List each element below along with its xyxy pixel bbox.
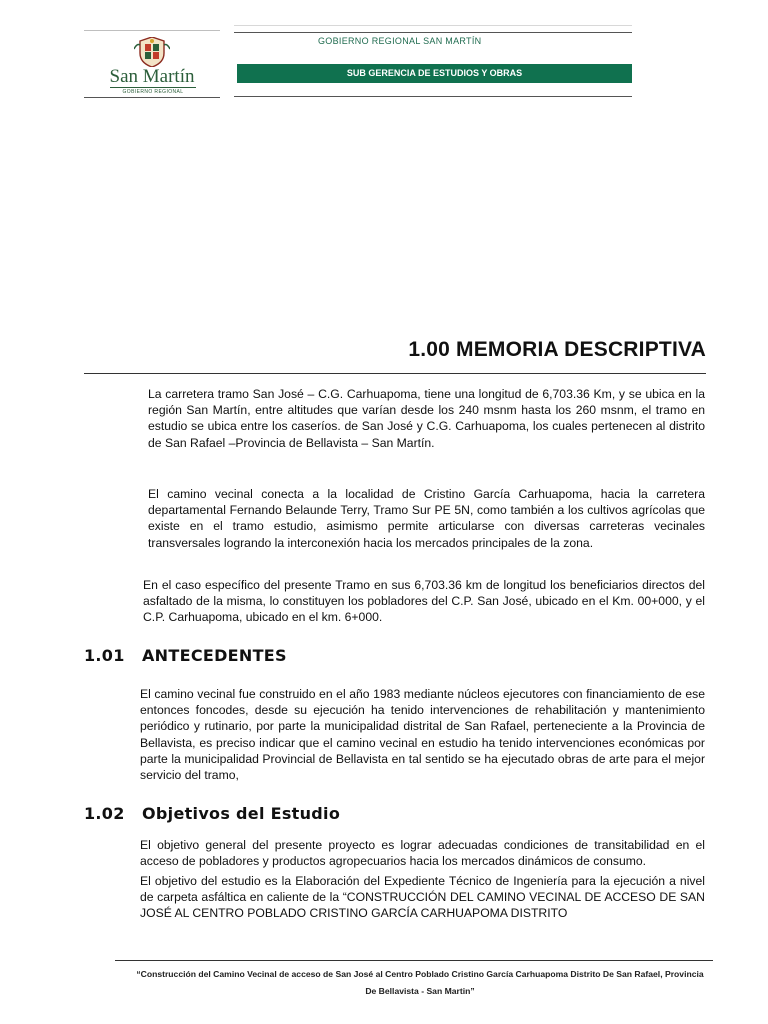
section-number: 1.01	[84, 646, 125, 665]
header-divider-top	[234, 25, 632, 26]
paragraph-text: En el caso específico del presente Tramo en sus 6,703.36 km de longitud los beneficiarios directos del asfaltado de la misma, lo constituyen los pobladores del C.P. San José, ubicado en el Km. 00+000, y el C.P. Carhuapoma, ubicado en el km. 6+000.	[143, 578, 705, 625]
header-logo-block	[84, 30, 220, 98]
section-title: Objetivos del Estudio	[142, 804, 341, 823]
section-paragraph	[140, 837, 705, 869]
header-divider-bottom	[234, 96, 632, 97]
section-paragraph	[140, 686, 705, 783]
document-title: 1.00 MEMORIA DESCRIPTIVA	[408, 338, 706, 361]
intro-paragraph	[148, 386, 705, 451]
section-paragraph	[140, 873, 705, 922]
logo-subtext: GOBIERNO REGIONAL	[110, 87, 196, 95]
title-divider	[84, 373, 706, 374]
footer-project-title: “Construcción del Camino Vecinal de acceso de San José al Centro Poblado Cristino García Carhuapoma Distrito De San Rafael, Provincia De Bellavista - San Martin”	[136, 969, 704, 996]
paragraph-text: El objetivo general del presente proyecto es lograr adecuadas condiciones de transitabilidad en el acceso de pobladores y productos agropecuarios hacia los mercados dinámicos de consumo.	[140, 838, 705, 869]
regional-coat-of-arms-icon	[134, 37, 170, 67]
paragraph-text: El camino vecinal conecta a la localidad de Cristino García Carhuapoma, hacia la carretera departamental Fernando Belaunde Terry, Tramo Sur PE 5N, como también a los cultivos agrícolas que existe en el tramo estudio, asimismo permite articularse con diversas carreteras vecinales transversales logrando la interconexión hacia los mercados principales de la zona.	[148, 487, 705, 550]
section-number: 1.02	[84, 804, 125, 823]
paragraph-text: El camino vecinal fue construido en el año 1983 mediante núcleos ejecutores con financiamiento de ese entonces foncodes, desde su ejecución ha tenido intervenciones de rehabilitación y mantenimiento periódico y rutinario, por parte la municipalidad distrital de San Rafael, perteneciente a la Provincia de Bellavista, es preciso indicar que el camino vecinal en estudio ha tenido intervenciones económicas por parte la municipalidad Provincial de Bellavista en tal sentido se ha ejecutado obras de arte para el mejor servicio del tramo,	[140, 687, 705, 783]
footer-divider	[115, 960, 713, 961]
section-heading-objetivos	[84, 804, 340, 823]
government-label: GOBIERNO REGIONAL SAN MARTÍN	[318, 36, 482, 46]
logo-text: San Martín	[109, 66, 195, 87]
paragraph-text: El objetivo del estudio es la Elaboración del Expediente Técnico de Ingeniería para la ejecución a nivel de carpeta asfáltica en caliente de la “CONSTRUCCIÓN DEL CAMINO VECINAL DE ACCESO DE SAN JOSÉ AL CENTRO POBLADO CRISTINO GARCÍA CARHUAPOMA DISTRITO	[140, 874, 705, 921]
intro-paragraph	[143, 577, 705, 626]
header-divider-mid	[234, 32, 632, 33]
intro-paragraph	[148, 486, 705, 551]
section-title: ANTECEDENTES	[142, 646, 287, 665]
department-banner: SUB GERENCIA DE ESTUDIOS Y OBRAS	[237, 64, 632, 83]
paragraph-text: La carretera tramo San José – C.G. Carhuapoma, tiene una longitud de 6,703.36 Km, y se ubica en la región San Martín, entre altitudes que varían desde los 240 msnm hasta los 260 msnm, el tramo en estudio se ubica entre los caseríos. de San José y C.G. Carhuapoma, los cuales pertenecen al distrito de San Rafael –Provincia de Bellavista – San Martín.	[148, 387, 705, 450]
section-heading-antecedentes	[84, 646, 287, 665]
